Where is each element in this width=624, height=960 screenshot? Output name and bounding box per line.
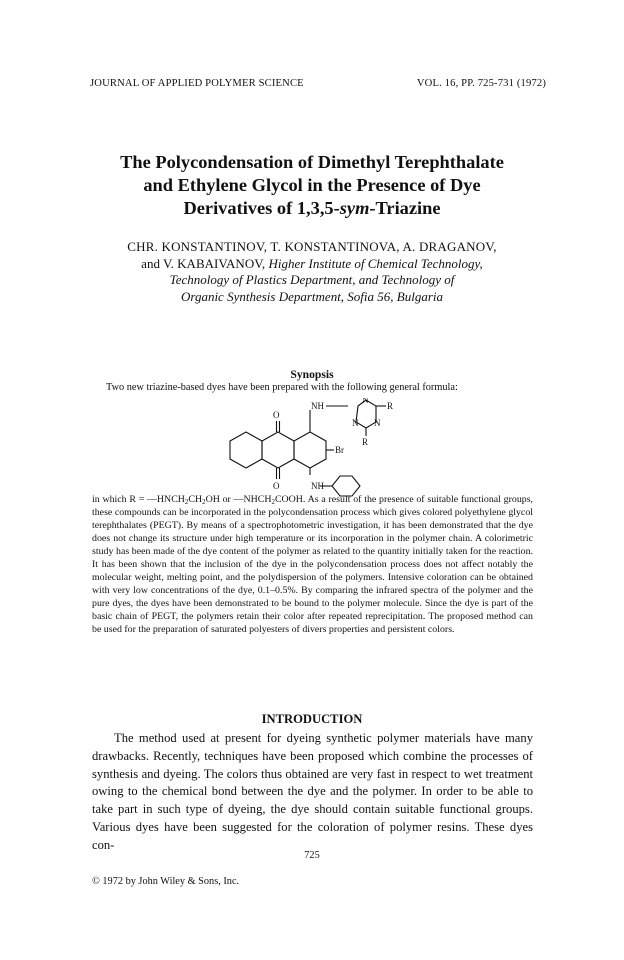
chemical-structure — [210, 398, 410, 508]
triazine-n-1: N — [362, 398, 369, 405]
author-block — [60, 239, 564, 305]
author-names: CHR. KONSTANTINOV, T. KONSTANTINOVA, A. DRAGANOV, — [127, 239, 497, 254]
oxygen-bottom: O — [273, 481, 280, 491]
affiliation-institute: Higher Institute of Chemical Technology, — [268, 255, 483, 271]
affiliation-text-2: Organic Synthesis Department, Sofia 56, Bulgaria — [180, 288, 444, 304]
volume-info: VOL. 16, PP. 725-731 (1972) — [416, 78, 546, 89]
triazine-n-2: N — [352, 418, 359, 428]
introduction-heading: INTRODUCTION — [261, 712, 363, 726]
triazine-n-3: N — [374, 418, 381, 428]
synopsis-text: As a result of the presence of suitable functional groups, these compounds can be incorporated in the polycondensation process which gives colored polyethylene glycol terephthalates (PEGT). By means of a spectrophotometric investigation, it has been demonstrated that the dye does not change its structure under high temperature or its incorporation in the polymer chain. A colorimetric study has been made of the dye content of the polymer as related to the quantity initially taken for the reaction. It has been shown that the inclusion of the dye in the polycondensation process does not affect notably the molecular weight, melting point, and the polydispersion of the polymers. Intensive coloration can be obtained with very low concentrations of the dye, 0.1–0.5%. By comparing the infrared spectra of the polymer and the pure dyes, the dyes have been demonstrated to be bound to the polymer molecule. Since the dye is part of the basic chain of PEGT, the polymers retain their color after repeated reprecipitation. The proposed method can be used for the preparation of saturated polyesters of divers properties and persistent colors. — [92, 494, 534, 635]
author-line-2 — [60, 256, 564, 273]
subscript-2c: 2 — [271, 499, 275, 506]
page-number: 725 — [304, 850, 320, 861]
r-group-2: R — [362, 437, 369, 447]
synopsis-r-def-4: COOH. — [274, 494, 306, 505]
subscript-2a: 2 — [184, 499, 189, 506]
nh-top: NH — [311, 401, 324, 411]
introduction-body — [92, 730, 533, 854]
title-line-1: The Polycondensation of Dimethyl Terephthalate — [120, 152, 504, 172]
ring-middle — [262, 432, 294, 468]
journal-name: JOURNAL OF APPLIED POLYMER SCIENCE — [90, 78, 304, 89]
cyclohexyl-ring — [332, 476, 360, 496]
subscript-2b: 2 — [202, 499, 206, 506]
title-line-3 — [60, 197, 564, 220]
structure-bonds — [230, 400, 386, 496]
synopsis-r-def-3: OH or —NHCH — [205, 494, 272, 505]
synopsis-heading: Synopsis — [290, 368, 334, 381]
introduction-paragraph: The method used at present for dyeing synthetic polymer materials have many drawbacks. Recently, techniques have been proposed which combine the processes of synthesis and dyeing. The colors thus obtained are very fast in respect to wet treatment owing to the chemical bond between the dye and the polymer. In order to be able to take part in such type of dyeing, the dye should contain suitable functional groups. Various dyes have been suggested for the coloration of polymer resins. These dyes con- — [92, 731, 533, 852]
bromine: Br — [335, 445, 344, 455]
paper-title — [60, 151, 564, 219]
title-line-3-start: Derivatives of 1,3,5- — [183, 197, 340, 218]
copyright-notice: © 1972 by John Wiley & Sons, Inc. — [92, 876, 240, 887]
synopsis-paragraph — [92, 494, 533, 636]
author-last: and V. KABAIVANOV, — [141, 255, 269, 271]
ring-right — [294, 432, 326, 468]
affiliation-text-1: Technology of Plastics Department, and Technology of — [169, 272, 455, 288]
title-line-2: and Ethylene Glycol in the Presence of Dye — [143, 174, 481, 195]
oxygen-top: O — [273, 410, 280, 420]
affiliation-line-2 — [60, 289, 564, 306]
nh-bottom: NH — [311, 481, 324, 491]
title-line-3-italic: sym — [339, 197, 370, 218]
r-group-1: R — [387, 401, 394, 411]
synopsis-r-def-2: CH — [188, 494, 203, 505]
synopsis-r-def-1: in which R = —HNCH — [92, 494, 185, 505]
synopsis-body — [92, 494, 533, 636]
title-line-3-end: -Triazine — [369, 197, 441, 218]
synopsis-intro: Two new triazine-based dyes have been prepared with the following general formula: — [106, 382, 458, 393]
affiliation-line-1 — [60, 272, 564, 289]
ring-left — [230, 432, 262, 468]
